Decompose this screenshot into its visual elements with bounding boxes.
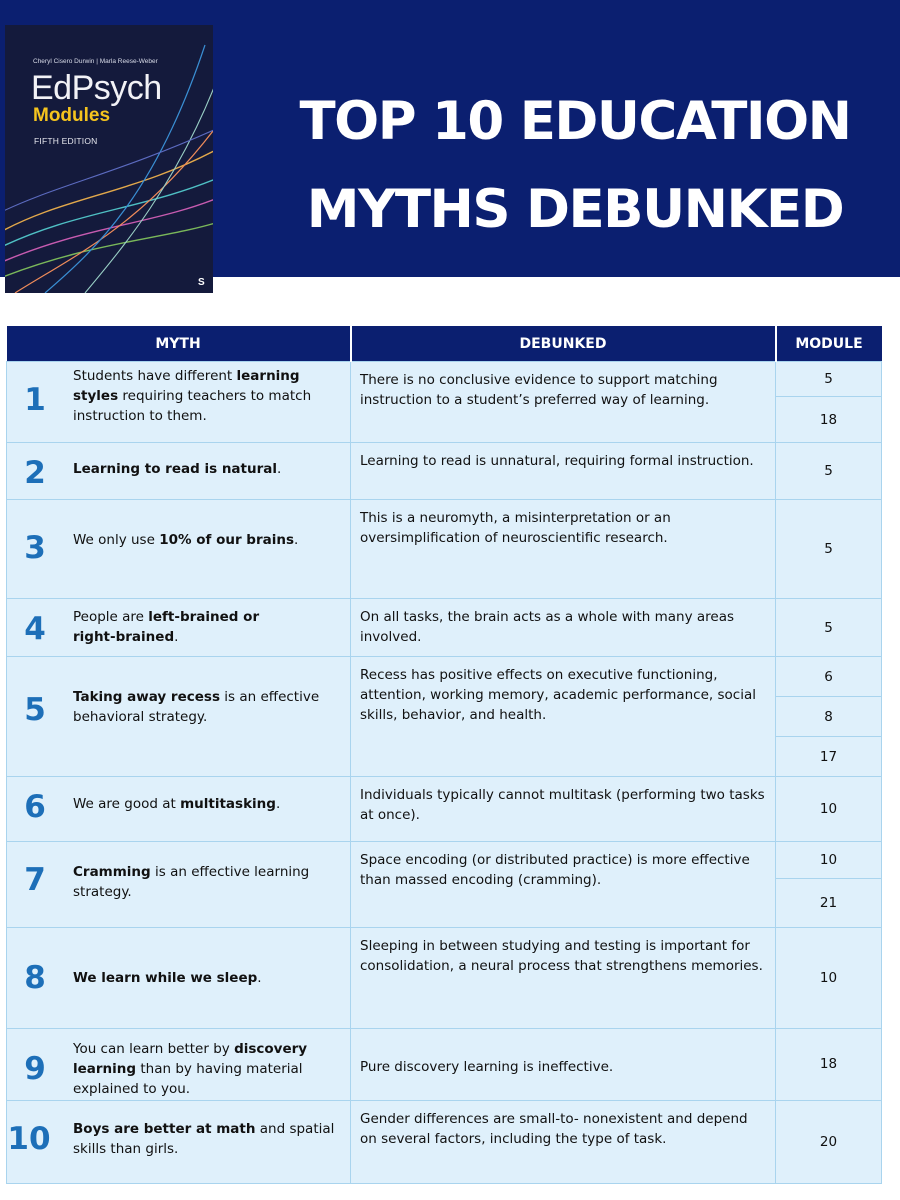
table-row bbox=[7, 657, 882, 777]
debunked-text: Gender differences are small-to- nonexistent and depend on several factors, including the type of task. bbox=[360, 1110, 748, 1147]
myth-text-emphasis: Boys are better at math bbox=[73, 1120, 256, 1137]
module-number: 18 bbox=[819, 1056, 838, 1073]
module-cell bbox=[776, 927, 882, 1028]
module-number: 21 bbox=[776, 878, 881, 927]
myth-text bbox=[73, 607, 340, 647]
myth-cell bbox=[7, 500, 351, 599]
debunked-cell bbox=[351, 362, 776, 443]
debunked-cell bbox=[351, 1028, 776, 1100]
myth-text bbox=[73, 459, 340, 479]
myth-text bbox=[73, 1039, 340, 1099]
myth-number: 4 bbox=[24, 611, 46, 648]
module-cell bbox=[776, 443, 882, 500]
module-cell bbox=[776, 599, 882, 657]
myth-number: 6 bbox=[24, 789, 46, 826]
myth-text-segment: skills than girls. bbox=[73, 1140, 179, 1157]
column-header-myth: MYTH bbox=[7, 326, 351, 362]
module-number: 20 bbox=[819, 1133, 838, 1150]
cover-subtitle: Modules bbox=[33, 105, 111, 126]
myth-text-emphasis: right-brained bbox=[73, 629, 175, 646]
module-cell bbox=[776, 1100, 882, 1183]
myth-cell bbox=[7, 599, 351, 657]
module-list bbox=[776, 1101, 881, 1183]
myth-text bbox=[73, 968, 340, 988]
module-number: 18 bbox=[776, 396, 881, 442]
module-number: 5 bbox=[824, 619, 833, 636]
myth-cell bbox=[7, 927, 351, 1028]
myth-cell bbox=[7, 362, 351, 443]
module-list bbox=[776, 777, 881, 840]
table-row bbox=[7, 362, 882, 443]
debunked-text: Recess has positive effects on executive functioning, attention, working memory, academic performance, social skills, behavior, and health. bbox=[360, 667, 756, 724]
myth-text-segment: . bbox=[174, 629, 179, 646]
module-number: 5 bbox=[824, 463, 833, 480]
debunked-cell bbox=[351, 1100, 776, 1183]
module-list bbox=[776, 443, 881, 499]
debunked-cell bbox=[351, 599, 776, 657]
myth-text-segment: instruction to them. bbox=[73, 408, 207, 424]
debunked-text: Space encoding (or distributed practice) is more effective than massed encoding (cramming). bbox=[360, 851, 750, 888]
page-title-line-1: TOP 10 EDUCATION bbox=[299, 91, 851, 152]
myth-number: 2 bbox=[24, 455, 46, 492]
module-list bbox=[776, 362, 881, 442]
myth-text-segment: requiring teachers to match bbox=[118, 388, 312, 404]
page-title bbox=[255, 78, 895, 254]
myth-number: 10 bbox=[7, 1120, 51, 1157]
cover-curves-graphic bbox=[5, 25, 213, 293]
debunked-cell bbox=[351, 500, 776, 599]
myth-number: 1 bbox=[24, 382, 46, 418]
debunked-cell bbox=[351, 841, 776, 927]
myth-text-segment: We are good at bbox=[73, 796, 181, 813]
myth-cell bbox=[7, 443, 351, 500]
myth-text-emphasis: learning bbox=[73, 1060, 137, 1077]
myth-text-segment: is an effective learning bbox=[150, 863, 310, 880]
myth-text-segment: . bbox=[294, 532, 299, 549]
myth-text-segment: You can learn better by bbox=[73, 1040, 235, 1057]
myth-number: 5 bbox=[24, 692, 46, 729]
myth-number: 9 bbox=[24, 1050, 46, 1087]
myth-text-emphasis: discovery bbox=[234, 1040, 308, 1057]
table-row bbox=[7, 443, 882, 500]
myth-text-segment: is an effective bbox=[219, 689, 320, 706]
module-cell bbox=[776, 841, 882, 927]
module-list bbox=[776, 500, 881, 598]
cover-title: EdPsych bbox=[31, 69, 162, 107]
column-header-module: MODULE bbox=[776, 326, 882, 362]
module-cell bbox=[776, 657, 882, 777]
myth-text-emphasis: styles bbox=[73, 388, 119, 404]
myth-text-segment: People are bbox=[73, 609, 149, 626]
myth-text bbox=[73, 530, 340, 550]
myth-cell bbox=[7, 1100, 351, 1183]
module-list bbox=[776, 657, 881, 776]
cover-authors: Cheryl Cisero Durwin | Marla Reese-Weber bbox=[33, 58, 158, 65]
myth-cell bbox=[7, 841, 351, 927]
column-header-debunked: DEBUNKED bbox=[351, 326, 776, 362]
myth-text-emphasis: 10% of our brains bbox=[159, 532, 295, 549]
header-banner bbox=[0, 0, 900, 288]
debunked-text: There is no conclusive evidence to support matching instruction to a student’s preferred way of learning. bbox=[360, 372, 718, 408]
myth-text-segment: than by having material bbox=[136, 1060, 303, 1077]
debunked-cell bbox=[351, 777, 776, 841]
table-row bbox=[7, 1100, 882, 1183]
myth-cell bbox=[7, 1028, 351, 1100]
debunked-text: Pure discovery learning is ineffective. bbox=[360, 1058, 614, 1075]
module-cell bbox=[776, 362, 882, 443]
myth-text-segment: . bbox=[275, 796, 281, 813]
myth-text-segment: behavioral strategy. bbox=[73, 709, 208, 726]
myth-cell bbox=[7, 777, 351, 841]
myth-text-emphasis: Cramming bbox=[73, 863, 151, 880]
module-number: 17 bbox=[776, 736, 881, 776]
myth-text bbox=[73, 1119, 340, 1159]
myth-text-emphasis: Learning to read is natural bbox=[73, 461, 277, 478]
myth-text-emphasis: multitasking bbox=[180, 796, 276, 813]
module-cell bbox=[776, 777, 882, 841]
debunked-text: Individuals typically cannot multitask (performing two tasks at once). bbox=[360, 787, 765, 824]
module-number: 8 bbox=[776, 696, 881, 736]
myth-cell bbox=[7, 657, 351, 777]
book-cover bbox=[5, 25, 213, 293]
myth-text-segment: We only use bbox=[73, 532, 160, 549]
debunked-cell bbox=[351, 657, 776, 777]
debunked-cell bbox=[351, 927, 776, 1028]
module-number: 5 bbox=[824, 371, 833, 388]
myth-text-segment: . bbox=[257, 969, 262, 986]
publisher-logo: S bbox=[198, 277, 205, 288]
myth-text-segment: . bbox=[277, 461, 282, 478]
page-title-line-2: MYTHS DEBUNKED bbox=[306, 179, 844, 240]
myth-text-emphasis: We learn while we sleep bbox=[73, 969, 258, 986]
myth-number: 8 bbox=[24, 959, 46, 996]
debunked-text: On all tasks, the brain acts as a whole with many areas involved. bbox=[360, 609, 735, 646]
module-number: 6 bbox=[824, 668, 833, 685]
myth-text-emphasis: left-brained or bbox=[148, 609, 260, 626]
module-list bbox=[776, 842, 881, 927]
module-number: 10 bbox=[819, 969, 838, 986]
debunked-text: Learning to read is unnatural, requiring formal instruction. bbox=[360, 453, 754, 470]
myth-text-segment: explained to you. bbox=[73, 1080, 191, 1097]
debunked-text: This is a neuromyth, a misinterpretation or an oversimplification of neuroscientific research. bbox=[360, 510, 671, 547]
module-number: 10 bbox=[819, 851, 838, 868]
table-row bbox=[7, 927, 882, 1028]
cover-edition: FIFTH EDITION bbox=[34, 136, 98, 146]
table-row bbox=[7, 841, 882, 927]
module-list bbox=[776, 1029, 881, 1100]
module-list bbox=[776, 928, 881, 1028]
myth-number: 3 bbox=[24, 530, 46, 567]
module-cell bbox=[776, 1028, 882, 1100]
myth-text-emphasis: Taking away recess bbox=[73, 689, 220, 706]
myth-text-segment: strategy. bbox=[73, 883, 132, 900]
table-row bbox=[7, 599, 882, 657]
myth-text bbox=[73, 687, 340, 727]
myth-text-segment: Students have different bbox=[73, 368, 237, 384]
module-number: 10 bbox=[819, 801, 838, 817]
myth-text bbox=[73, 366, 340, 426]
module-number: 5 bbox=[824, 541, 833, 558]
module-cell bbox=[776, 500, 882, 599]
myth-text bbox=[73, 862, 340, 902]
table-row bbox=[7, 1028, 882, 1100]
myth-text-emphasis: learning bbox=[236, 368, 300, 384]
debunked-text: Sleeping in between studying and testing is important for consolidation, a neural process that strengthens memories. bbox=[360, 937, 763, 974]
myths-table bbox=[6, 326, 882, 1184]
table-row bbox=[7, 500, 882, 599]
table-row bbox=[7, 777, 882, 841]
module-list bbox=[776, 599, 881, 656]
debunked-cell bbox=[351, 443, 776, 500]
myth-text-segment: and spatial bbox=[255, 1120, 335, 1137]
myth-number: 7 bbox=[24, 861, 46, 898]
myth-text bbox=[73, 794, 340, 814]
table-header-row bbox=[7, 326, 882, 362]
